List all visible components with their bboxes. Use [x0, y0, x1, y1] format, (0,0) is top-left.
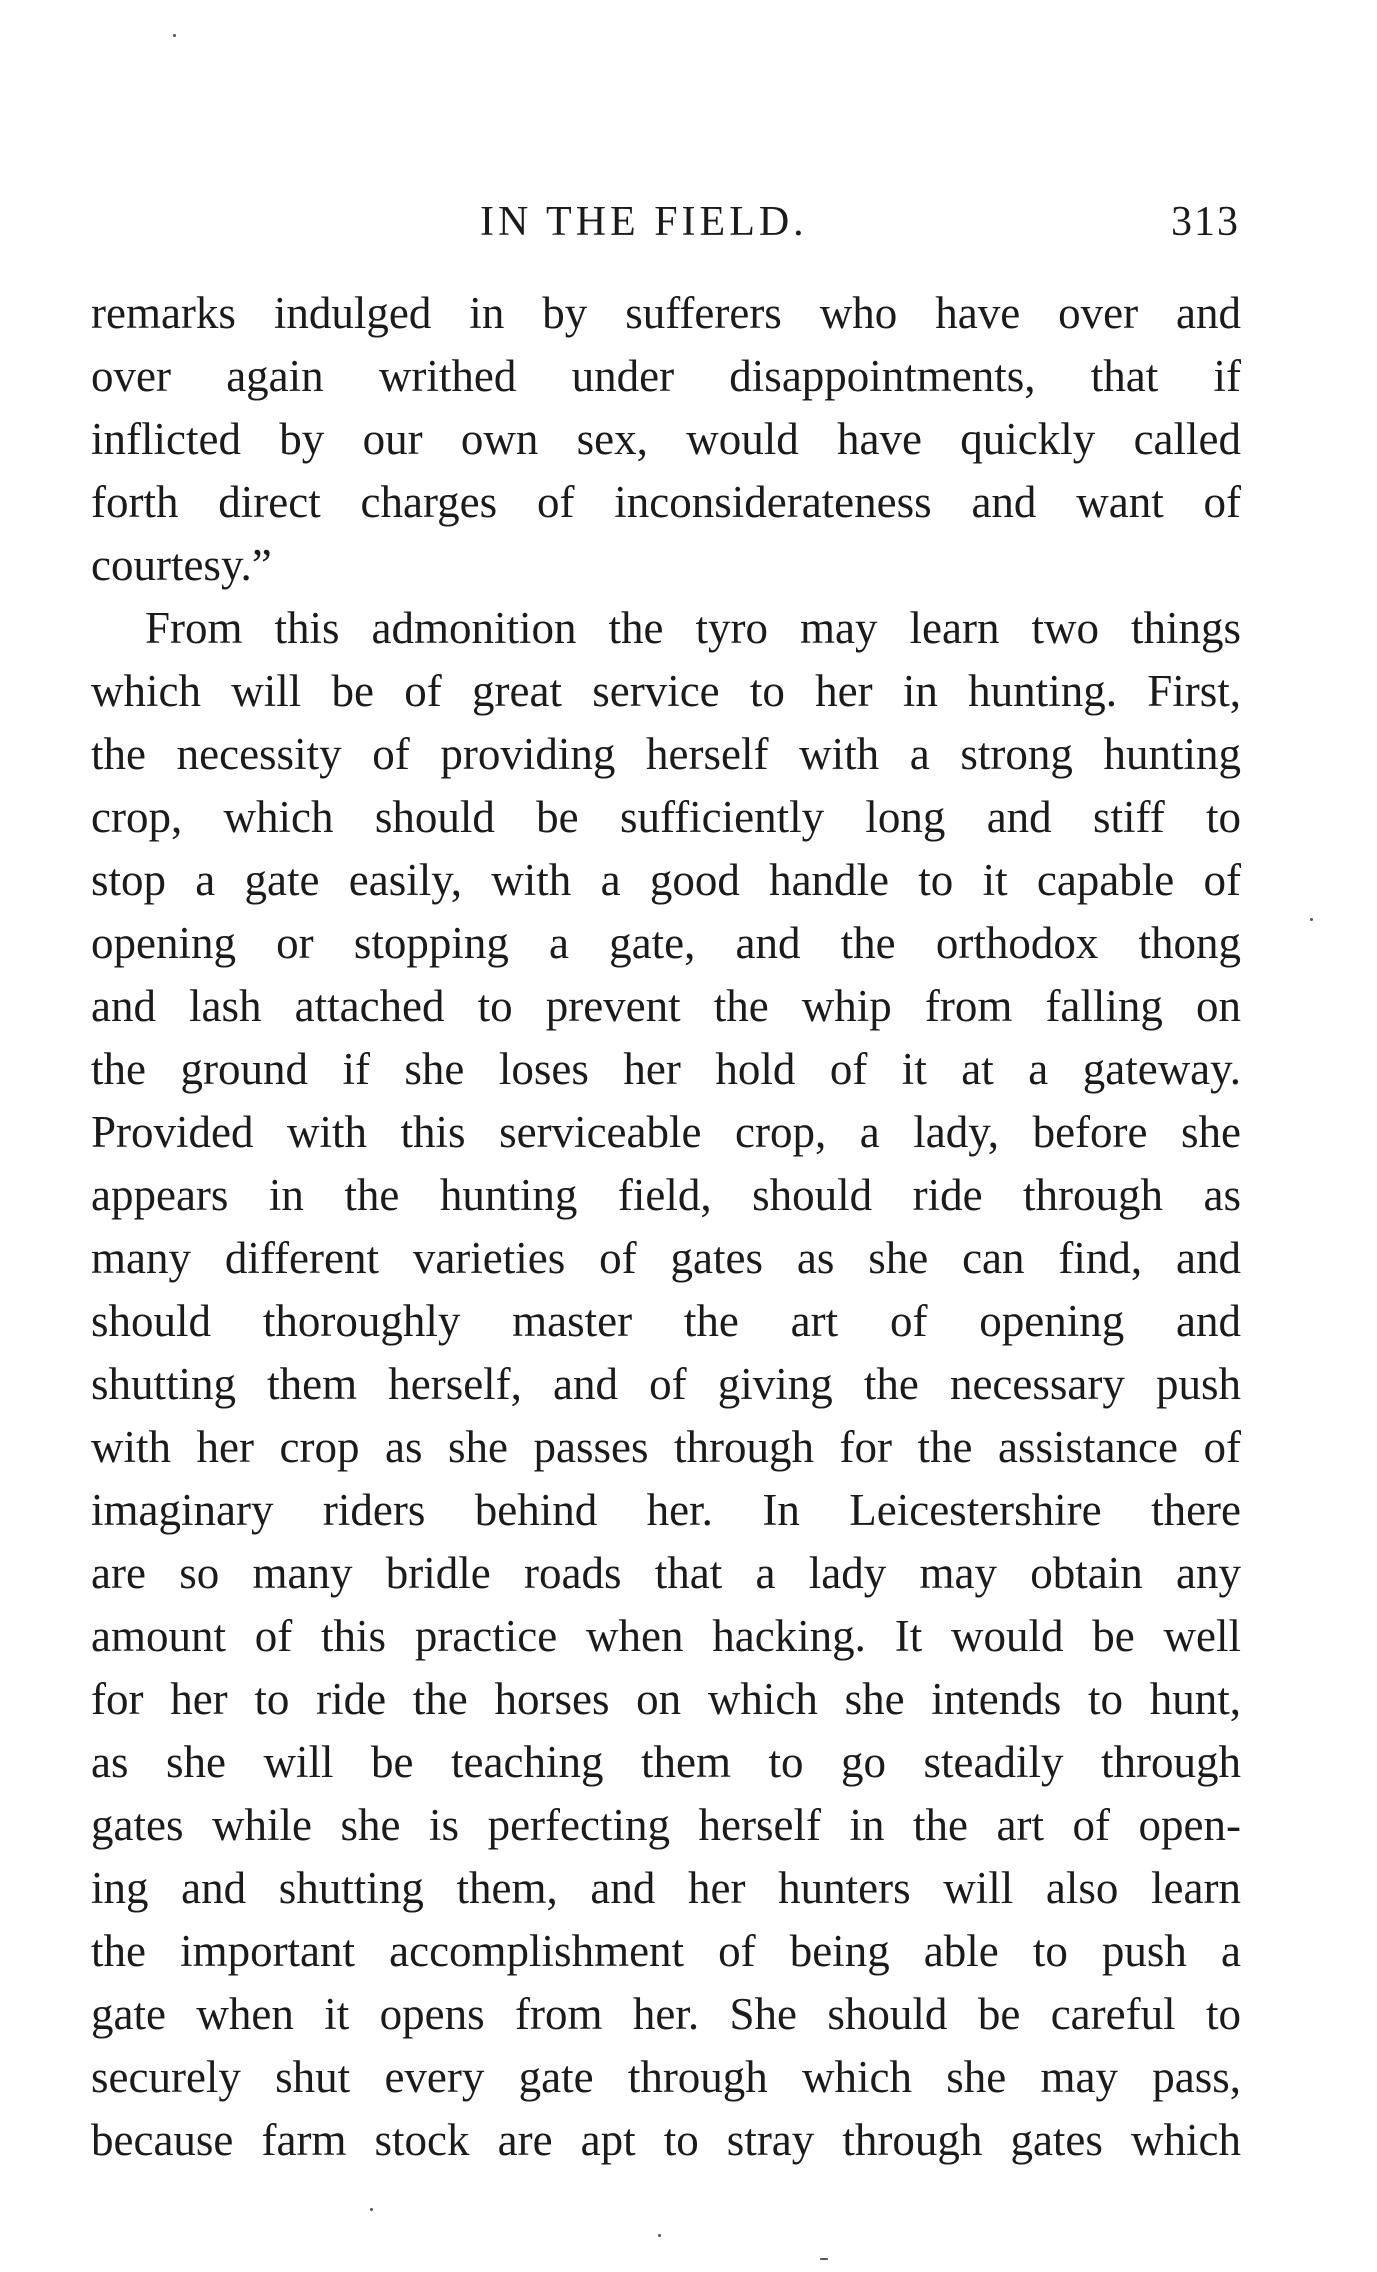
print-speck [370, 2208, 373, 2211]
text-line: securely shut every gate through which she may pass, [91, 2052, 1241, 2102]
text-line: remarks indulged in by sufferers who have over and [91, 288, 1241, 338]
text-line: because farm stock are apt to stray through gates which [91, 2115, 1241, 2165]
print-speck [1310, 918, 1313, 921]
running-head [90, 194, 1240, 250]
text-line: and lash attached to prevent the whip from falling on [91, 981, 1241, 1031]
text-line: for her to ride the horses on which she intends to hunt, [91, 1674, 1241, 1724]
text-line: many different varieties of gates as she can find, and [91, 1233, 1241, 1283]
text-line: over again writhed under disappointments, that if [91, 351, 1241, 401]
text-line: crop, which should be sufficiently long and stiff to [91, 792, 1241, 842]
body-text [91, 282, 1241, 2172]
text-line: amount of this practice when hacking. It would be well [91, 1611, 1241, 1661]
text-line: imaginary riders behind her. In Leicestershire there [91, 1485, 1241, 1535]
print-speck [173, 34, 176, 37]
text-line: which will be of great service to her in hunting. First, [91, 666, 1241, 716]
text-line: are so many bridle roads that a lady may obtain any [91, 1548, 1241, 1598]
text-line: should thoroughly master the art of opening and [91, 1296, 1241, 1346]
text-line: the ground if she loses her hold of it at a gateway. [91, 1044, 1241, 1094]
print-speck [658, 2234, 661, 2237]
text-line: the necessity of providing herself with a strong hunting [91, 729, 1241, 779]
running-title: IN THE FIELD. [480, 199, 808, 245]
text-line: the important accomplishment of being able to push a [91, 1926, 1241, 1976]
text-line: gate when it opens from her. She should be careful to [91, 1989, 1241, 2039]
text-line: appears in the hunting field, should ride through as [91, 1170, 1241, 1220]
text-line: inflicted by our own sex, would have quickly called [91, 414, 1241, 464]
text-line: opening or stopping a gate, and the orthodox thong [91, 918, 1241, 968]
text-line: with her crop as she passes through for the assistance of [91, 1422, 1241, 1472]
text-line: stop a gate easily, with a good handle to it capable of [91, 855, 1241, 905]
text-line: shutting them herself, and of giving the necessary push [91, 1359, 1241, 1409]
text-line: as she will be teaching them to go steadily through [91, 1737, 1241, 1787]
text-line: courtesy.” [91, 540, 272, 590]
text-line: From this admonition the tyro may learn two things [145, 603, 1241, 653]
text-line: gates while she is perfecting herself in the art of open- [91, 1800, 1241, 1850]
page-number: 313 [1171, 199, 1240, 245]
text-line: ing and shutting them, and her hunters will also learn [91, 1863, 1241, 1913]
text-line: forth direct charges of inconsiderateness and want of [91, 477, 1241, 527]
print-speck [820, 2258, 828, 2260]
text-line: Provided with this serviceable crop, a lady, before she [91, 1107, 1241, 1157]
